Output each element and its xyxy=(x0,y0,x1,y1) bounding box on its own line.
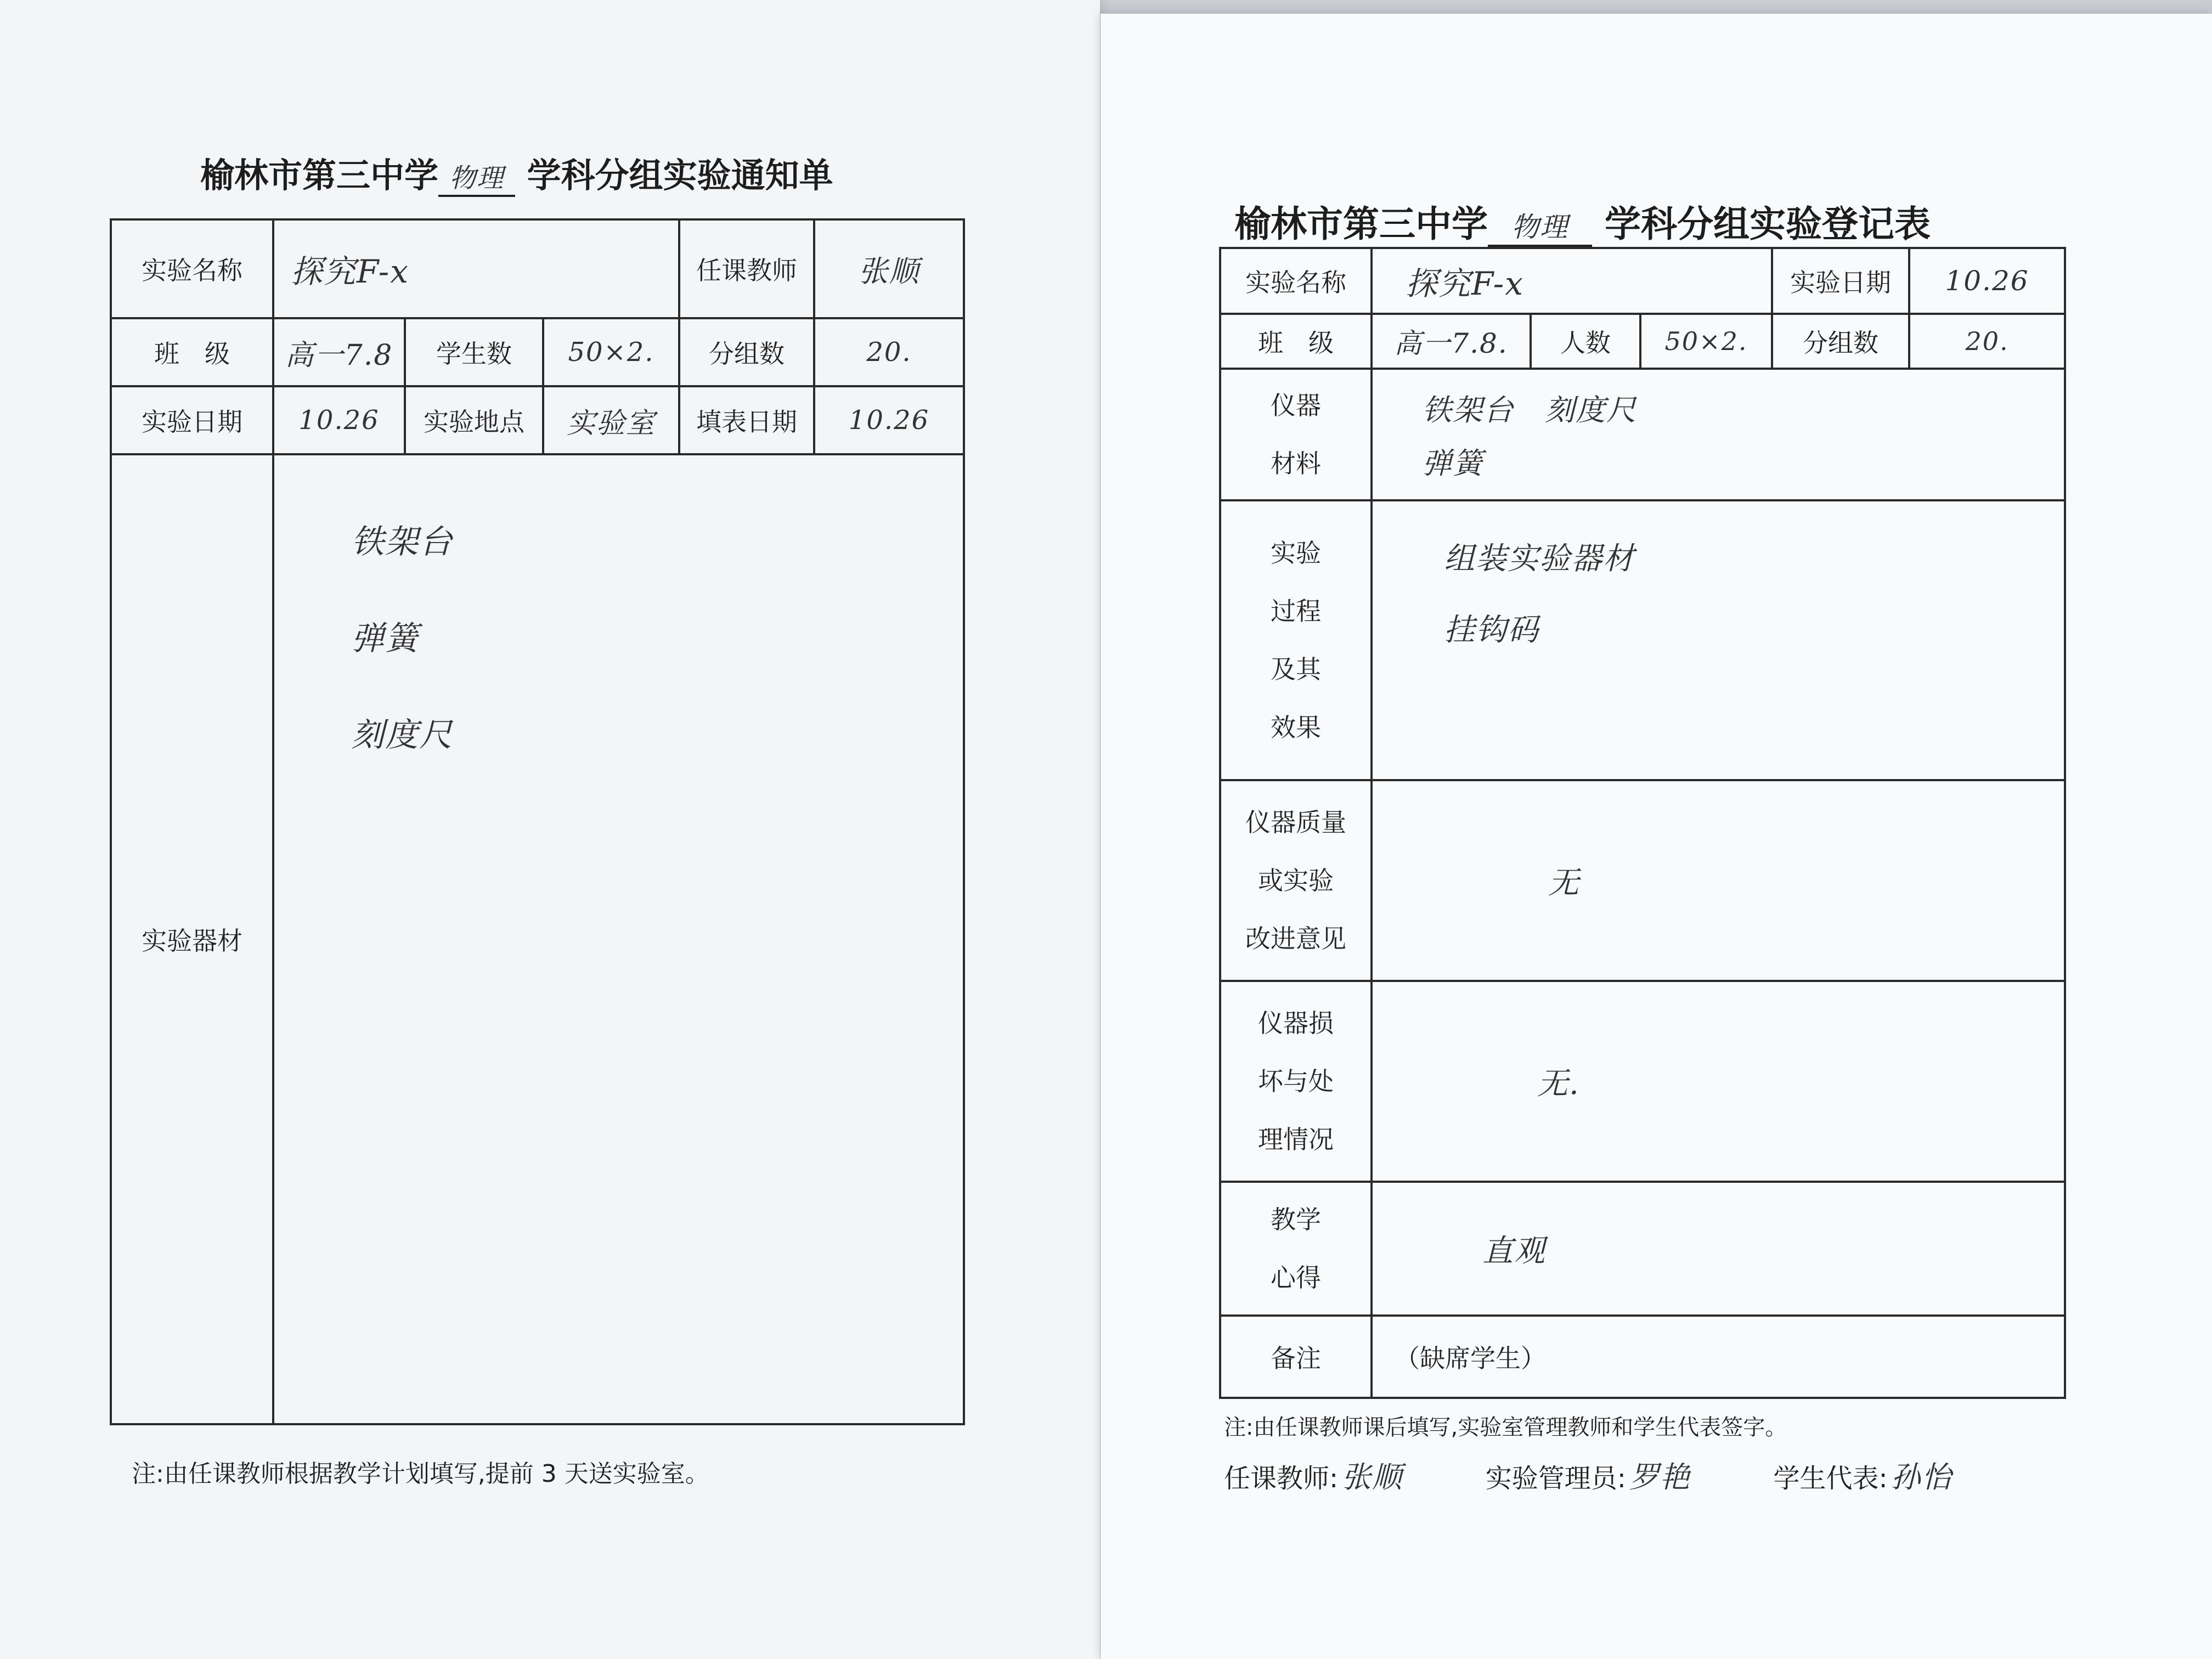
register-group-count: 20. xyxy=(1909,314,2065,369)
register-label-damage xyxy=(1220,981,1372,1182)
notice-label-fill-date: 填表日期 xyxy=(679,386,814,454)
register-label-line: 材料 xyxy=(1271,449,1321,478)
register-label-experiment-date: 实验日期 xyxy=(1772,248,1909,314)
register-label-line: 仪器 xyxy=(1271,391,1321,420)
register-class: 高一7.8. xyxy=(1372,314,1531,369)
notice-location: 实验室 xyxy=(543,386,679,454)
register-footnote: 注:由任课教师课后填写,实验室管理教师和学生代表签字。 xyxy=(1224,1415,1787,1440)
admin-signature: 罗艳 xyxy=(1629,1460,1691,1494)
register-label-line: 改进意见 xyxy=(1245,924,1346,953)
notice-group-count: 20. xyxy=(814,318,964,386)
notice-student-count: 50×2. xyxy=(543,318,679,386)
register-label-line: 效果 xyxy=(1271,713,1321,742)
notice-label-location: 实验地点 xyxy=(405,386,543,454)
student-signature: 孙怡 xyxy=(1891,1460,1953,1494)
notice-experiment-date: 10.26 xyxy=(273,386,405,454)
notice-equipment-item: 刻度尺 xyxy=(351,716,453,754)
register-label-line: 心得 xyxy=(1271,1263,1321,1293)
register-label-reflection xyxy=(1220,1182,1372,1316)
notice-subject: 物理 xyxy=(438,157,515,197)
notice-label-experiment-name: 实验名称 xyxy=(111,219,273,318)
register-remarks: （缺席学生） xyxy=(1372,1316,2065,1398)
notice-label-date: 实验日期 xyxy=(111,386,273,454)
notice-label-equipment: 实验器材 xyxy=(111,454,273,1424)
register-label-process xyxy=(1220,500,1372,780)
notice-teacher: 张顺 xyxy=(814,219,964,318)
notice-fill-date: 10.26 xyxy=(814,386,964,454)
register-table xyxy=(1219,247,2066,1399)
teacher-signature: 张顺 xyxy=(1341,1460,1403,1494)
register-label-experiment-name: 实验名称 xyxy=(1220,248,1372,314)
notice-label-group-count: 分组数 xyxy=(679,318,814,386)
register-experiment-date: 10.26 xyxy=(1909,248,2065,314)
register-label-line: 坏与处 xyxy=(1258,1066,1334,1096)
register-label-class: 班 级 xyxy=(1220,314,1372,369)
register-process-cell xyxy=(1372,500,2065,780)
notice-title-suffix: 学科分组实验通知单 xyxy=(527,155,833,195)
register-headcount: 50×2. xyxy=(1640,314,1772,369)
register-label-line: 仪器质量 xyxy=(1245,808,1346,837)
register-experiment-name: 探究F-x xyxy=(1372,248,1772,314)
register-label-quality xyxy=(1220,780,1372,981)
notice-footnote: 注:由任课教师根据教学计划填写,提前 3 天送实验室。 xyxy=(132,1460,709,1488)
teacher-signature-label: 任课教师: xyxy=(1224,1463,1339,1494)
notice-equipment-item: 弹簧 xyxy=(351,619,419,658)
register-subject: 物理 xyxy=(1488,205,1592,247)
notice-label-teacher: 任课教师 xyxy=(679,219,814,318)
register-label-line: 教学 xyxy=(1271,1205,1321,1234)
register-sheet xyxy=(1101,14,2212,1659)
register-instruments-line: 铁架台 刻度尺 xyxy=(1422,393,1637,427)
register-damage: 无. xyxy=(1372,981,2065,1182)
notice-equipment-cell xyxy=(273,454,964,1424)
register-title-prefix: 榆林市第三中学 xyxy=(1234,203,1488,245)
register-label-line: 过程 xyxy=(1271,596,1321,626)
notice-label-student-count: 学生数 xyxy=(405,318,543,386)
notice-equipment-item: 铁架台 xyxy=(351,523,453,561)
register-process-line: 组装实验器材 xyxy=(1444,541,1635,577)
register-label-group-count: 分组数 xyxy=(1772,314,1909,369)
register-label-line: 实验 xyxy=(1271,538,1321,568)
register-title xyxy=(1234,195,1931,247)
register-signature-row xyxy=(1224,1454,1953,1496)
register-title-suffix: 学科分组实验登记表 xyxy=(1604,203,1931,245)
register-label-remarks: 备注 xyxy=(1220,1316,1372,1398)
notice-label-class: 班 级 xyxy=(111,318,273,386)
student-signature-label: 学生代表: xyxy=(1773,1463,1888,1494)
notice-title xyxy=(200,148,833,197)
notice-sheet xyxy=(0,0,1100,1659)
notice-table xyxy=(110,218,965,1425)
notice-experiment-name: 探究F-x xyxy=(273,219,679,318)
register-label-instruments xyxy=(1220,369,1372,500)
notice-title-prefix: 榆林市第三中学 xyxy=(200,155,439,195)
register-label-line: 理情况 xyxy=(1258,1125,1334,1154)
register-quality: 无 xyxy=(1372,780,2065,981)
register-label-line: 仪器损 xyxy=(1258,1008,1334,1038)
register-instruments-cell xyxy=(1372,369,2065,500)
register-process-line: 挂钩码 xyxy=(1444,612,1539,648)
notice-class: 高一7.8 xyxy=(273,318,405,386)
register-reflection: 直观 xyxy=(1372,1182,2065,1316)
register-instruments-line: 弹簧 xyxy=(1422,446,1483,481)
admin-signature-label: 实验管理员: xyxy=(1485,1463,1626,1494)
register-label-line: 及其 xyxy=(1271,654,1321,684)
register-label-line: 或实验 xyxy=(1258,866,1334,895)
register-label-headcount: 人数 xyxy=(1531,314,1640,369)
